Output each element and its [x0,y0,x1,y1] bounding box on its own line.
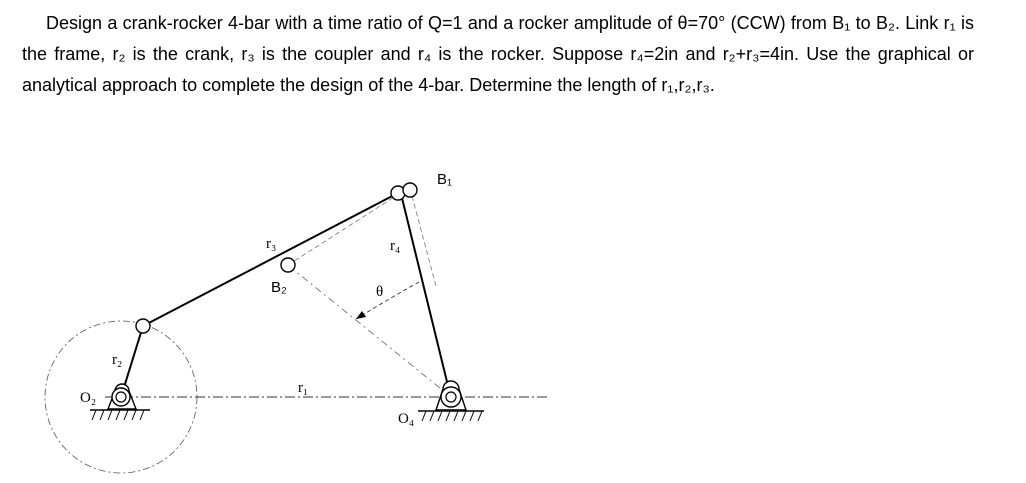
coupler-link-r3 [143,193,401,326]
rocker-link-r4 [402,198,450,394]
label-o2: O₂ [80,390,97,406]
label-r2: r₂ [112,352,123,368]
construction-line-b2-o4 [289,266,451,397]
o2-ground-pivot [90,384,150,420]
construction-line-coupler-extension [288,192,402,265]
label-r4: r₄ [390,238,401,254]
label-r1: r₁ [298,380,309,396]
crank-pin-joint [136,319,150,333]
label-b2: B₂ [271,279,287,296]
b2-joint [281,258,295,272]
problem-text: Design a crank-rocker 4-bar with a time ratio of Q=1 and a rocker amplitude of θ=70° (CCW) from B₁ to B₂. Link r₁ is the frame, r₂ is the crank, r₃ is the coupler and r₄ is the rocker. Suppose r₄=2in and r₂+r₃=4in. Use the graphical or analytical approach to complete the design of the 4-bar. Determine the length of r₁,r₂,r₃. [22,13,974,95]
b1-joint-rocker [403,183,417,197]
label-theta: θ [376,284,384,300]
theta-arrowhead [356,311,366,319]
construction-line-rocker-ext [412,196,436,286]
label-r3: r₃ [266,236,277,252]
label-b1: B₁ [437,171,453,188]
o4-ground-pivot [418,381,484,421]
label-o4: O₄ [398,411,415,427]
theta-arc [356,282,419,319]
